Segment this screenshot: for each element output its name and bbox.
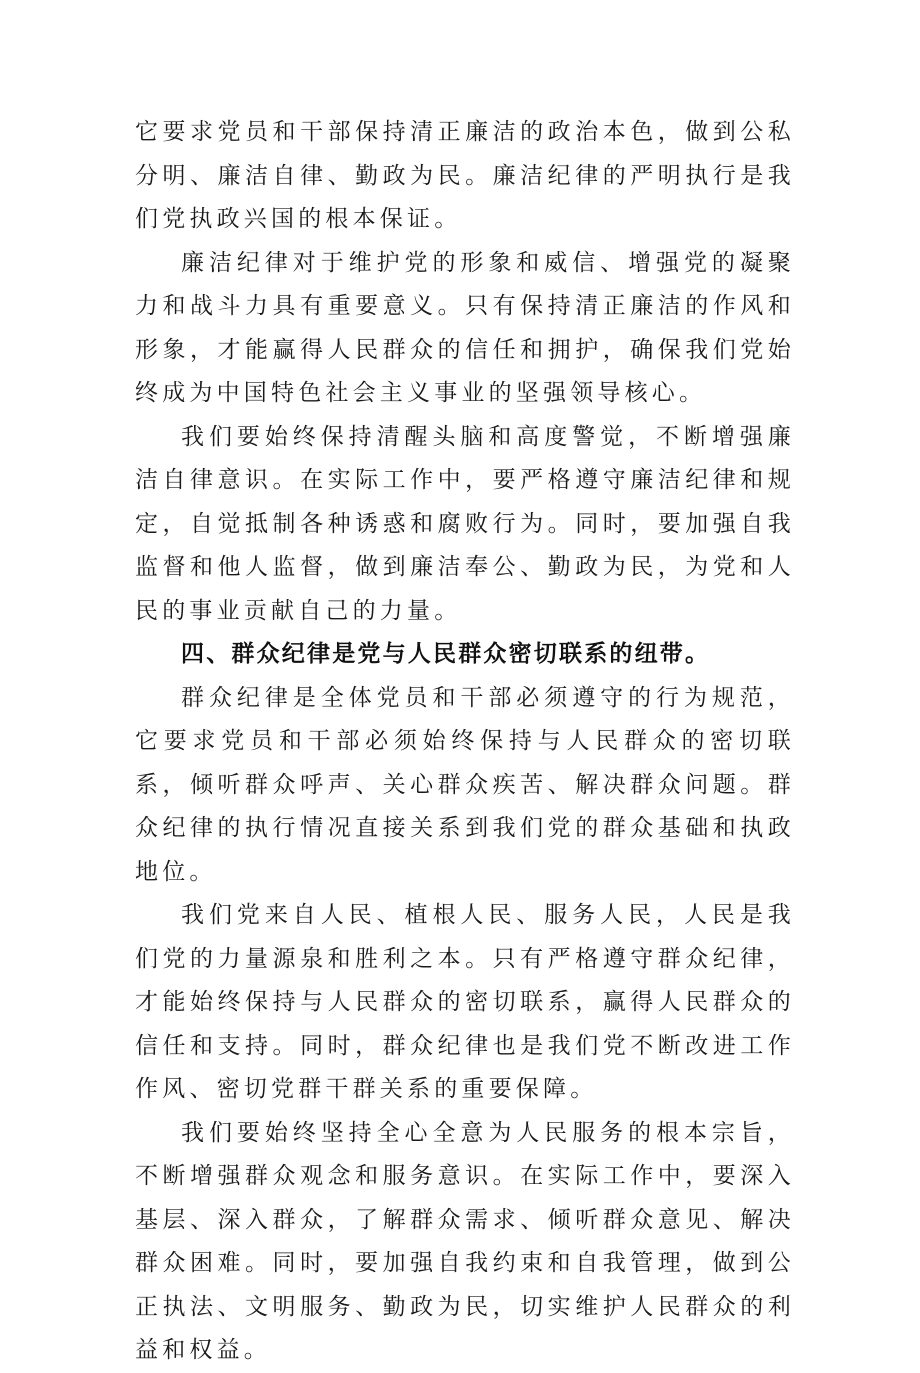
- paragraph: 我们要始终坚持全心全意为人民服务的根本宗旨，不断增强群众观念和服务意识。在实际工作中，要深入基层、深入群众，了解群众需求、倾听群众意见、解决群众困难。同时，要加强自我约束和自我管理，做到公正执法、文明服务、勤政为民，切实维护人民群众的利益和权益。: [135, 1119, 795, 1363]
- paragraph: 我们要始终保持清醒头脑和高度警觉，不断增强廉洁自律意识。在实际工作中，要严格遵守廉洁纪律和规定，自觉抵制各种诱惑和腐败行为。同时，要加强自我监督和他人监督，做到廉洁奉公、勤政为民，为党和人民的事业贡献自己的力量。: [135, 423, 795, 624]
- paragraph-continued: 它要求党员和干部保持清正廉洁的政治本色，做到公私分明、廉洁自律、勤政为民。廉洁纪律的严明执行是我们党执政兴国的根本保证。: [135, 119, 795, 232]
- paragraph: 我们党来自人民、植根人民、服务人民，人民是我们党的力量源泉和胜利之本。只有严格遵守群众纪律，才能始终保持与人民群众的密切联系，赢得人民群众的信任和支持。同时，群众纪律也是我们党不断改进工作作风、密切党群干群关系的重要保障。: [135, 902, 795, 1102]
- paragraph: 群众纪律是全体党员和干部必须遵守的行为规范，它要求党员和干部必须始终保持与人民群众的密切联系，倾听群众呼声、关心群众疾苦、解决群众问题。群众纪律的执行情况直接关系到我们党的群众基础和执政地位。: [135, 684, 795, 885]
- document-body: [135, 111, 795, 1373]
- section-heading: 四、群众纪律是党与人民群众密切联系的纽带。: [181, 641, 711, 667]
- paragraph: 廉洁纪律对于维护党的形象和威信、增强党的凝聚力和战斗力具有重要意义。只有保持清正廉洁的作风和形象，才能赢得人民群众的信任和拥护，确保我们党始终成为中国特色社会主义事业的坚强领导核心。: [135, 249, 795, 406]
